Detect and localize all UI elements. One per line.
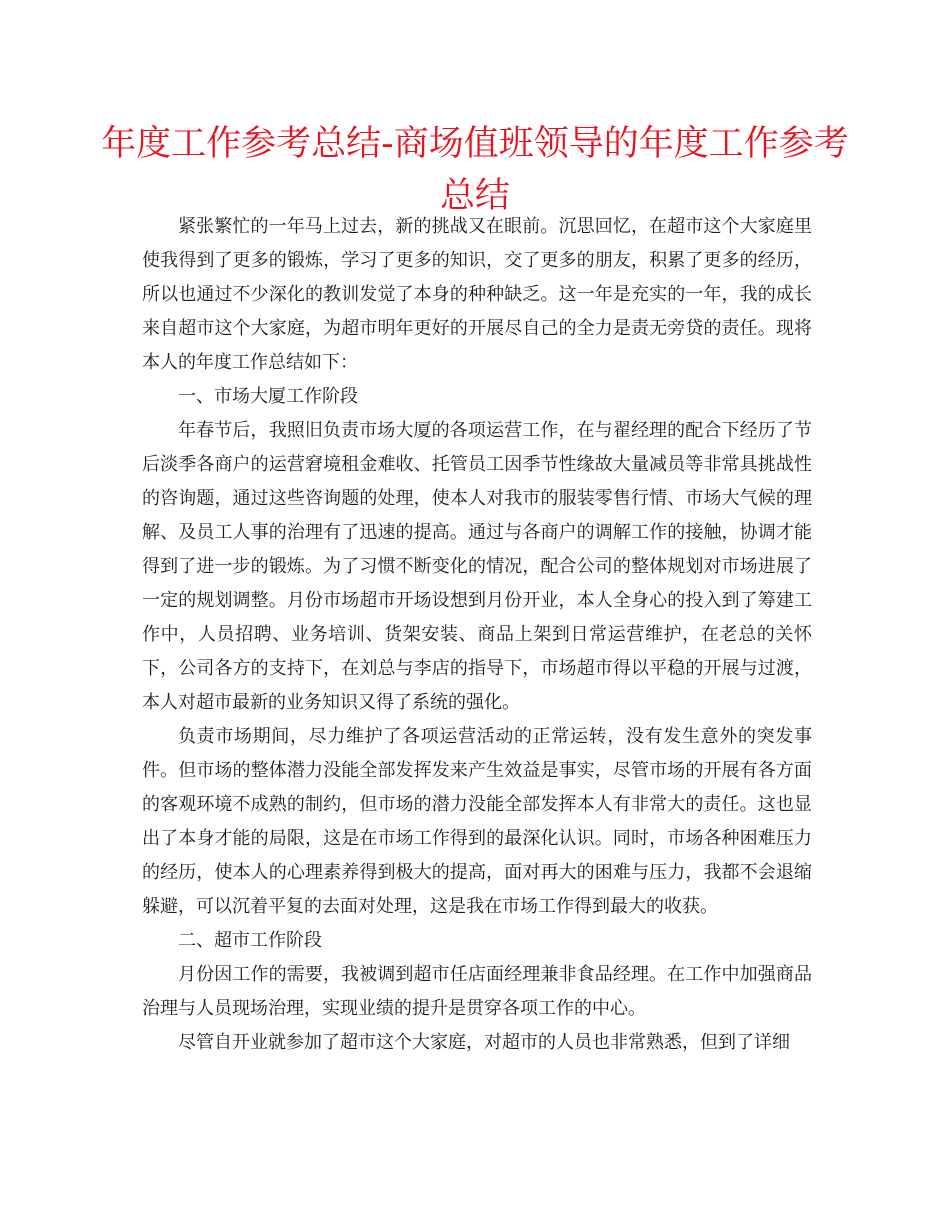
title-line-1: 年度工作参考总结-商场值班领导的年度工作参考 (101, 124, 849, 164)
paragraph-supermarket-start: 尽管自开业就参加了超市这个大家庭，对超市的人员也非常熟悉，但到了详细 (178, 1032, 790, 1053)
section-heading-supermarket: 二、超市工作阶段 (178, 930, 322, 951)
section-heading-market: 一、市场大厦工作阶段 (178, 386, 358, 407)
document-title (0, 118, 950, 222)
paragraph-intro: 紧张繁忙的一年马上过去，新的挑战又在眼前。沉思回忆，在超市这个大家庭里使我得到了更多的锻炼，学习了更多的知识，交了更多的朋友，积累了更多的经历，所以也通过不少深化的教训发觉了本身的种种缺乏。这一年是充实的一年，我的成长来自超市这个大家庭，为超市明年更好的开展尽自己的全力是责无旁贷的责任。现将本人的年度工作总结如下： (142, 216, 812, 373)
paragraph-market-work: 年春节后，我照旧负责市场大厦的各项运营工作，在与翟经理的配合下经历了节后淡季各商户的运营窘境租金难收、托管员工因季节性缘故大量减员等非常具挑战性的咨询题，通过这些咨询题的处理，使本人对我市的服装零售行情、市场大气候的理解、及员工人事的治理有了迅速的提高。通过与各商户的调解工作的接触，协调才能得到了进一步的锻炼。为了习惯不断变化的情况，配合公司的整体规划对市场进展了一定的规划调整。月份市场超市开场设想到月份开业，本人全身心的投入到了筹建工作中，人员招聘、业务培训、货架安装、商品上架到日常运营维护，在老总的关怀下，公司各方的支持下，在刘总与李店的指导下，市场超市得以平稳的开展与过渡，本人对超市最新的业务知识又得了系统的强化。 (142, 420, 812, 713)
title-line-2: 总结 (439, 176, 510, 216)
paragraph-market-reflection: 负责市场期间，尽力维护了各项运营活动的正常运转，没有发生意外的突发事件。但市场的整体潜力没能全部发挥发来产生效益是事实，尽管市场的开展有各方面的客观环境不成熟的制约，但市场的潜力没能全部发挥本人有非常大的责任。这也显出了本身才能的局限，这是在市场工作得到的最深化认识。同时，市场各种困难压力的经历，使本人的心理素养得到极大的提高，面对再大的困难与压力，我都不会退缩躲避，可以沉着平复的去面对处理，这是我在市场工作得到最大的收获。 (142, 726, 812, 917)
paragraph-supermarket-role: 月份因工作的需要，我被调到超市任店面经理兼非食品经理。在工作中加强商品治理与人员现场治理，实现业绩的提升是贯穿各项工作的中心。 (142, 964, 812, 1019)
document-body (142, 210, 812, 1060)
